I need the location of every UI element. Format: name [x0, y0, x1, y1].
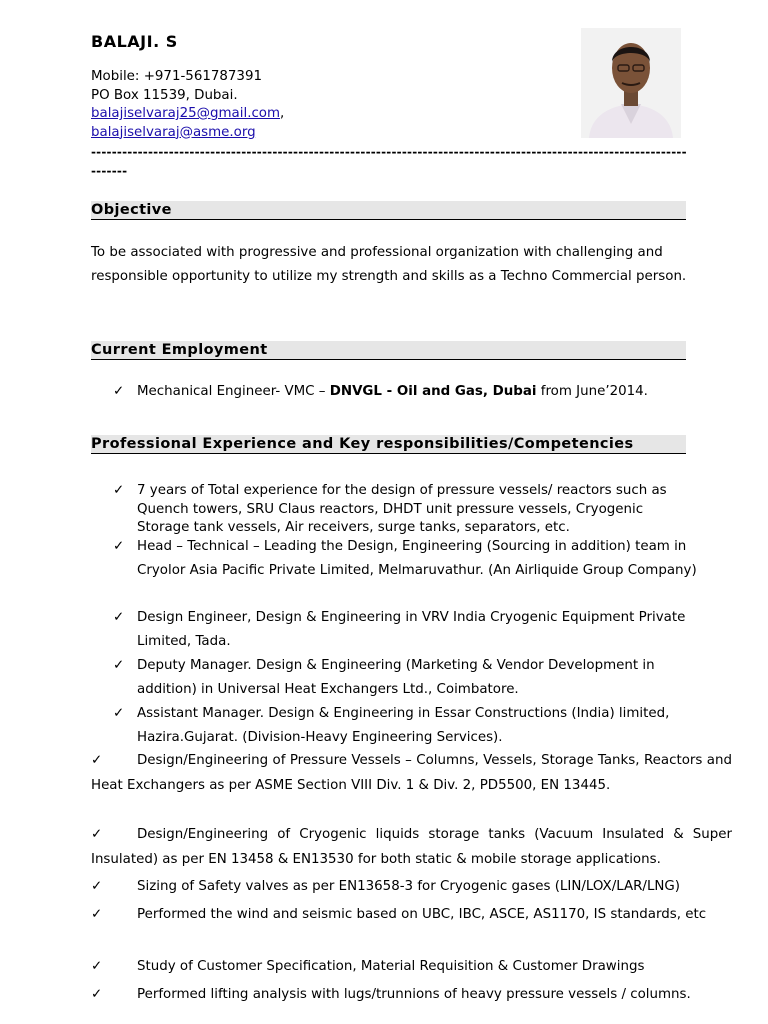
competency-text: Performed the wind and seismic based on UBC, IBC, ASCE, AS1170, IS standards, etc — [137, 907, 707, 922]
check-icon: ✓ — [113, 706, 125, 721]
experience-heading: Professional Experience and Key responsibilities/Competencies — [91, 435, 686, 454]
mobile-line: Mobile: +971-561787391 — [91, 69, 262, 84]
competency-item — [91, 823, 732, 872]
employment-role: Mechanical Engineer- VMC – — [137, 384, 330, 399]
employment-text — [137, 384, 697, 399]
objective-heading: Objective — [91, 201, 686, 220]
check-icon: ✓ — [91, 827, 103, 842]
check-icon: ✓ — [91, 879, 103, 894]
address-line: PO Box 11539, Dubai. — [91, 87, 238, 103]
check-icon: ✓ — [91, 907, 103, 922]
check-icon: ✓ — [113, 658, 125, 673]
experience-item-text: Head – Technical – Leading the Design, Engineering (Sourcing in addition) team in Cryolor Asia Pacific Private Limited, Melmaruvathur. (An Airliquide Group Company) — [137, 539, 697, 578]
separator-dashes: -------------------------------------------------------------------------------------------------------------------------- — [91, 145, 687, 178]
email-link-primary[interactable]: balajiselvaraj25@gmail.com — [91, 106, 281, 121]
competency-item — [91, 983, 732, 1008]
check-icon: ✓ — [113, 539, 125, 554]
email-line-1 — [91, 105, 284, 124]
contact-block — [91, 68, 284, 142]
experience-item-text: 7 years of Total experience for the design of pressure vessels/ reactors such as Quench towers, SRU Claus reactors, DHDT unit pressure vessels, Cryogenic Storage tank vessels, Air receivers, surge tanks, separators, etc. — [137, 483, 667, 535]
competency-text: Design/Engineering of Cryogenic liquids storage tanks (Vacuum Insulated & Super Insulated) as per EN 13458 & EN13530 for both static & mobile storage applications. — [91, 827, 732, 867]
competency-text: Design/Engineering of Pressure Vessels – Columns, Vessels, Storage Tanks, Reactors and Heat Exchangers as per ASME Section VIII Div. 1 & Div. 2, PD5500, EN 13445. — [91, 753, 732, 793]
experience-item-text: Assistant Manager. Design & Engineering in Essar Constructions (India) limited, Hazira.Gujarat. (Division-Heavy Engineering Services). — [137, 706, 670, 745]
objective-text: To be associated with progressive and professional organization with challenging and responsible opportunity to utilize my strength and skills as a Techno Commercial person. — [91, 245, 687, 284]
employment-heading: Current Employment — [91, 341, 686, 360]
profile-photo — [581, 28, 681, 138]
experience-item-text: Design Engineer, Design & Engineering in VRV India Cryogenic Equipment Private Limited, Tada. — [137, 610, 686, 649]
candidate-name: BALAJI. S — [91, 32, 178, 51]
experience-item-text: Deputy Manager. Design & Engineering (Marketing & Vendor Development in addition) in Universal Heat Exchangers Ltd., Coimbatore. — [137, 658, 655, 697]
check-icon: ✓ — [113, 610, 125, 625]
competency-text: Study of Customer Specification, Material Requisition & Customer Drawings — [137, 959, 645, 974]
check-icon: ✓ — [113, 483, 125, 498]
resume-page — [91, 0, 732, 1024]
competency-text: Performed lifting analysis with lugs/trunnions of heavy pressure vessels / columns. — [137, 987, 691, 1002]
check-icon: ✓ — [91, 987, 103, 1002]
competency-text: Sizing of Safety valves as per EN13658-3 for Cryogenic gases (LIN/LOX/LAR/LNG) — [137, 879, 681, 894]
employment-company: DNVGL - Oil and Gas, Dubai — [329, 384, 537, 399]
email-separator: , — [280, 106, 285, 121]
competency-item — [91, 903, 732, 928]
check-icon: ✓ — [91, 959, 103, 974]
email-line-2 — [91, 124, 284, 143]
competency-item — [91, 749, 732, 798]
employment-date: from June’2014. — [536, 384, 648, 399]
email-link-secondary[interactable]: balajiselvaraj@asme.org — [91, 124, 256, 140]
competency-item — [91, 875, 732, 900]
competency-item — [91, 955, 732, 980]
check-icon: ✓ — [113, 384, 125, 399]
check-icon: ✓ — [91, 753, 103, 768]
